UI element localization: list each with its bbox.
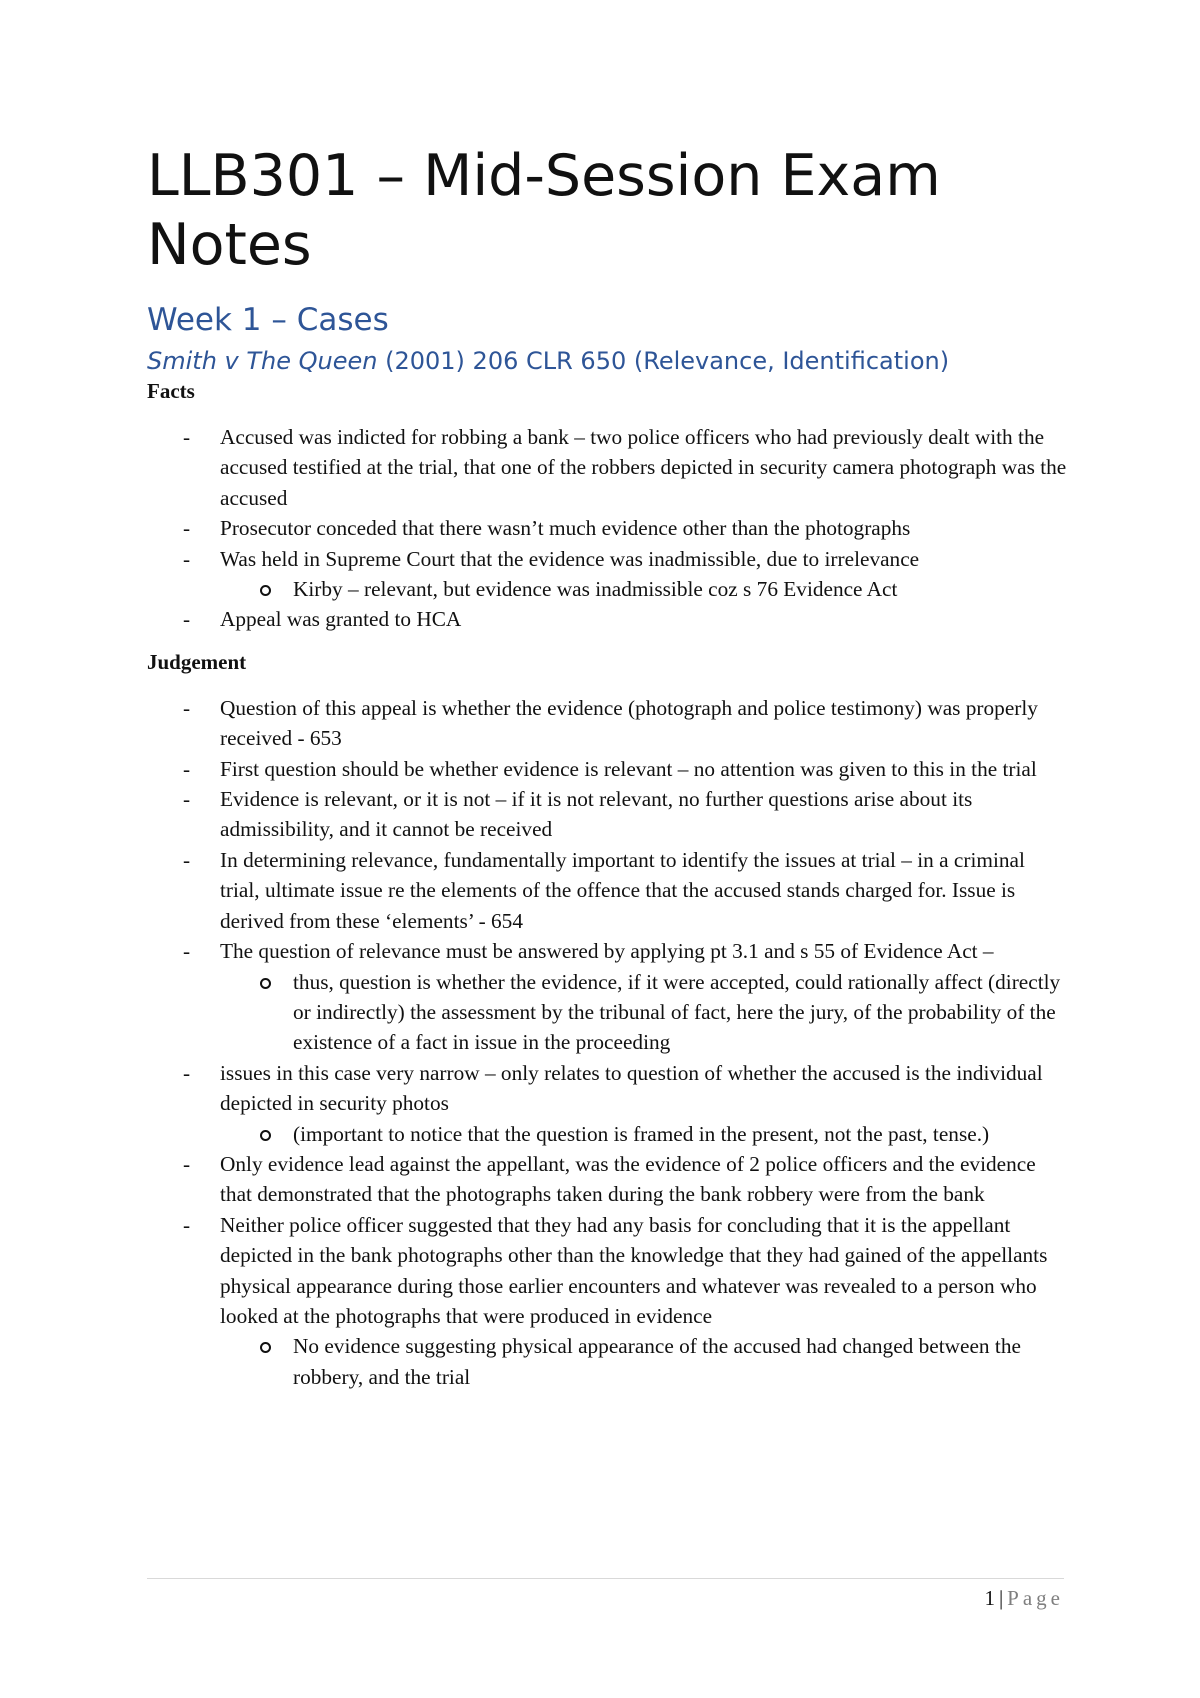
facts-label: Facts	[147, 379, 195, 403]
judgement-list	[147, 693, 1067, 1392]
dash-bullet: -	[183, 1151, 191, 1176]
dash-bullet: -	[183, 1212, 191, 1237]
footer-divider	[147, 1578, 1064, 1579]
list-item	[147, 845, 1067, 936]
footer-separator: |	[998, 1586, 1004, 1610]
sub-list-item-text: thus, question is whether the evidence, if it were accepted, could rationally affect (directly or indirectly) the assessment by the tribunal of fact, here the jury, of the probability of the existence of a fact in issue in the proceeding	[293, 969, 1061, 1055]
page-word: Page	[1007, 1586, 1064, 1610]
sub-list-item	[220, 1119, 1067, 1149]
list-item-text: Prosecutor conceded that there wasn’t much evidence other than the photographs	[220, 516, 911, 541]
list-item	[147, 936, 1067, 1058]
list-item	[147, 422, 1067, 513]
document-title: LLB301 – Mid-Session Exam Notes	[147, 143, 941, 278]
facts-list	[147, 422, 1067, 635]
list-item	[147, 754, 1067, 784]
sub-list-item	[220, 574, 1067, 604]
circle-bullet-icon	[260, 978, 271, 989]
list-item-text: Neither police officer suggested that they had any basis for concluding that it is the appellant depicted in the bank photographs other than the knowledge that they had gained of the appellants physical appearance during those earlier encounters and whatever was revealed to a person who looked at the photographs that were produced in evidence	[220, 1212, 1048, 1328]
page-number: 1	[984, 1586, 995, 1610]
list-item	[147, 693, 1067, 754]
sub-list-item-text: (important to notice that the question is framed in the present, not the past, tense.)	[293, 1121, 990, 1146]
sub-list	[220, 1331, 1067, 1392]
list-item-text: First question should be whether evidence is relevant – no attention was given to this in the trial	[220, 756, 1037, 781]
list-item	[147, 784, 1067, 845]
list-item	[147, 1149, 1067, 1210]
sub-list-item	[220, 967, 1067, 1058]
page-footer	[984, 1584, 1064, 1612]
list-item-text: Accused was indicted for robbing a bank – two police officers who had previously dealt with the accused testified at the trial, that one of the robbers depicted in security camera photograph was the accused	[220, 425, 1067, 510]
circle-bullet-icon	[260, 1342, 271, 1353]
dash-bullet: -	[183, 787, 191, 812]
list-item	[147, 604, 1067, 634]
list-item	[147, 1058, 1067, 1149]
dash-bullet: -	[183, 607, 191, 632]
dash-bullet: -	[183, 516, 191, 541]
sub-list-item-text: No evidence suggesting physical appearance of the accused had changed between the robbery, and the trial	[293, 1334, 1021, 1389]
list-item-text: issues in this case very narrow – only relates to question of whether the accused is the individual depicted in security photos	[220, 1060, 1043, 1116]
case-citation: (2001) 206 CLR 650 (Relevance, Identification)	[377, 347, 950, 375]
dash-bullet: -	[183, 847, 191, 872]
list-item-text: Appeal was granted to HCA	[220, 607, 462, 632]
dash-bullet: -	[183, 1060, 191, 1085]
sub-list	[220, 574, 1067, 604]
sub-list-item	[220, 1331, 1067, 1392]
sub-list-item-text: Kirby – relevant, but evidence was inadmissible coz s 76 Evidence Act	[293, 577, 898, 602]
judgement-label: Judgement	[147, 649, 247, 674]
list-item-text: Was held in Supreme Court that the evidence was inadmissible, due to irrelevance	[220, 546, 920, 571]
list-item-text: The question of relevance must be answered by applying pt 3.1 and s 55 of Evidence Act –	[220, 939, 994, 964]
dash-bullet: -	[183, 546, 191, 571]
dash-bullet: -	[183, 756, 191, 781]
list-item-text: Only evidence lead against the appellant, was the evidence of 2 police officers and the evidence that demonstrated that the photographs taken during the bank robbery were from the bank	[220, 1151, 1036, 1207]
list-item-text: Evidence is relevant, or it is not – if it is not relevant, no further questions arise about its admissibility, and it cannot be received	[220, 787, 973, 842]
list-item	[147, 544, 1067, 605]
page-content	[147, 142, 1067, 1392]
case-name: Smith v The Queen	[147, 347, 378, 375]
list-item-text: In determining relevance, fundamentally important to identify the issues at trial – in a criminal trial, ultimate issue re the elements of the offence that the accused stands charged for. Issue is derived from these ‘elements’ - 654	[220, 847, 1025, 933]
week-heading: Week 1 – Cases	[147, 302, 389, 338]
circle-bullet-icon	[260, 585, 271, 596]
dash-bullet: -	[183, 695, 191, 720]
list-item	[147, 513, 1067, 543]
list-item	[147, 1210, 1067, 1392]
list-item-text: Question of this appeal is whether the evidence (photograph and police testimony) was properly received - 653	[220, 695, 1038, 751]
dash-bullet: -	[183, 425, 191, 449]
dash-bullet: -	[183, 939, 191, 964]
circle-bullet-icon	[260, 1130, 271, 1141]
sub-list	[220, 1119, 1067, 1149]
sub-list	[220, 967, 1067, 1058]
case-heading	[147, 344, 1067, 378]
